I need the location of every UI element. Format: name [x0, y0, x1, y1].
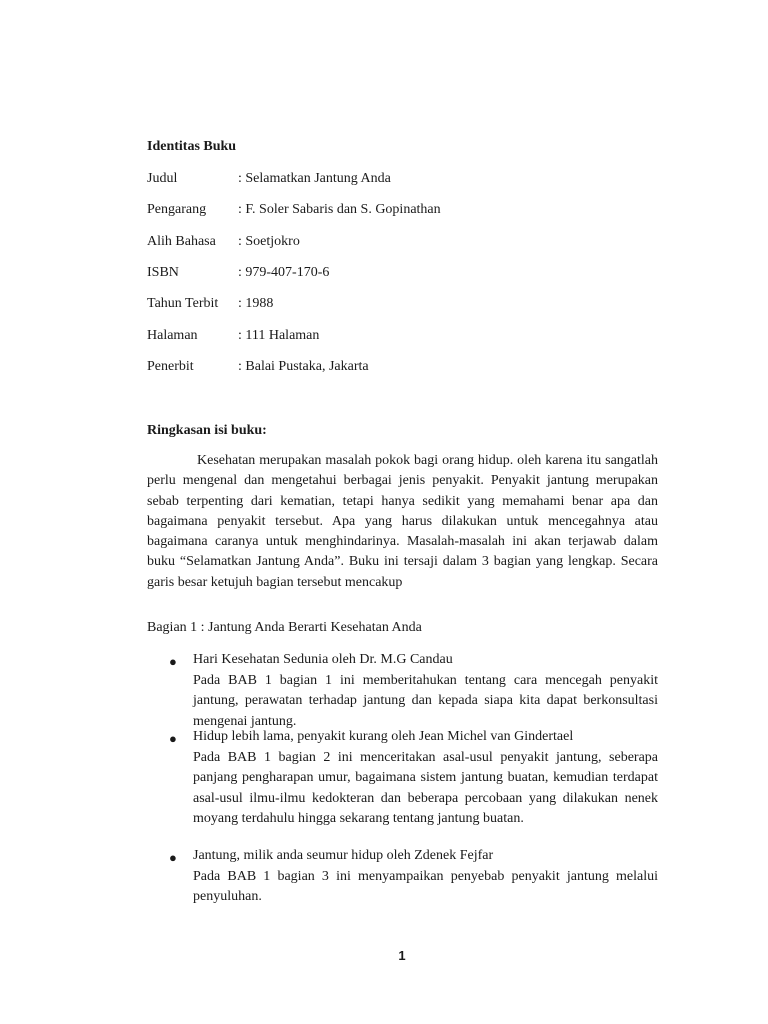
identity-label: Halaman	[147, 328, 198, 343]
identity-value: : Balai Pustaka, Jakarta	[238, 359, 369, 374]
list-item-description: Pada BAB 1 bagian 2 ini menceritakan asal-usul penyakit jantung, seberapa panjang pengharapan umur, bagaimana sistem jantung buatan, kemudian terdapat asal-usul ilmu-ilmu kedokteran dan beberapa percobaan yang dilakukan nenek moyang terdahulu hingga sekarang tentang jantung buatan.	[193, 750, 658, 826]
section-title: Bagian 1 : Jantung Anda Berarti Kesehatan Anda	[147, 620, 422, 635]
bullet-icon: ●	[169, 850, 177, 865]
identity-row-title	[147, 170, 658, 188]
identity-label: Pengarang	[147, 202, 207, 217]
identity-label: ISBN	[147, 265, 179, 280]
bullet-icon: ●	[169, 731, 177, 746]
identity-value: : 979-407-170-6	[238, 265, 330, 280]
identity-heading: Identitas Buku	[147, 139, 237, 154]
identity-value: : F. Soler Sabaris dan S. Gopinathan	[238, 202, 441, 217]
identity-row-publisher	[147, 358, 658, 376]
identity-row-pages	[147, 327, 658, 345]
identity-value: : 1988	[238, 296, 274, 311]
identity-value: : Selamatkan Jantung Anda	[238, 171, 391, 186]
bullet-icon: ●	[169, 654, 177, 669]
identity-value: : Soetjokro	[238, 234, 300, 249]
identity-row-author	[147, 201, 658, 219]
identity-row-isbn	[147, 264, 658, 282]
identity-row-translator	[147, 233, 658, 251]
summary-heading: Ringkasan isi buku:	[147, 423, 267, 438]
identity-label: Tahun Terbit	[147, 296, 219, 311]
identity-row-year	[147, 295, 658, 313]
list-item-description: Pada BAB 1 bagian 1 ini memberitahukan tentang cara mencegah penyakit jantung, perawatan terhadap jantung dan kepada siapa kita dapat berkonsultasi mengenai jantung.	[193, 673, 658, 729]
list-item-title: Hari Kesehatan Sedunia oleh Dr. M.G Candau	[193, 652, 453, 667]
page-number: 1	[398, 948, 406, 963]
list-item-description: Pada BAB 1 bagian 3 ini menyampaikan penyebab penyakit jantung melalui penyuluhan.	[193, 869, 658, 905]
identity-label: Penerbit	[147, 359, 194, 374]
summary-paragraph: Kesehatan merupakan masalah pokok bagi orang hidup. oleh karena itu sangatlah perlu mengenal dan mengetahui berbagai jenis penyakit. Penyakit jantung merupakan sebab terpenting dari kematian, tetapi hanya sedikit yang memahami benar apa dan bagaimana penyakit tersebut. Apa yang harus dilakukan untuk mencegahnya atau bagaimana caranya untuk menghindarinya. Masalah-masalah ini akan terjawab dalam buku “Selamatkan Jantung Anda”. Buku ini tersaji dalam 3 bagian yang lengkap. Secara garis besar ketujuh bagian tersebut mencakup	[147, 453, 658, 590]
identity-label: Judul	[147, 171, 178, 186]
document-page	[147, 0, 658, 1024]
identity-label: Alih Bahasa	[147, 234, 216, 249]
list-item-title: Jantung, milik anda seumur hidup oleh Zdenek Fejfar	[193, 848, 494, 863]
list-item-title: Hidup lebih lama, penyakit kurang oleh Jean Michel van Gindertael	[193, 729, 574, 744]
identity-value: : 111 Halaman	[238, 328, 320, 343]
